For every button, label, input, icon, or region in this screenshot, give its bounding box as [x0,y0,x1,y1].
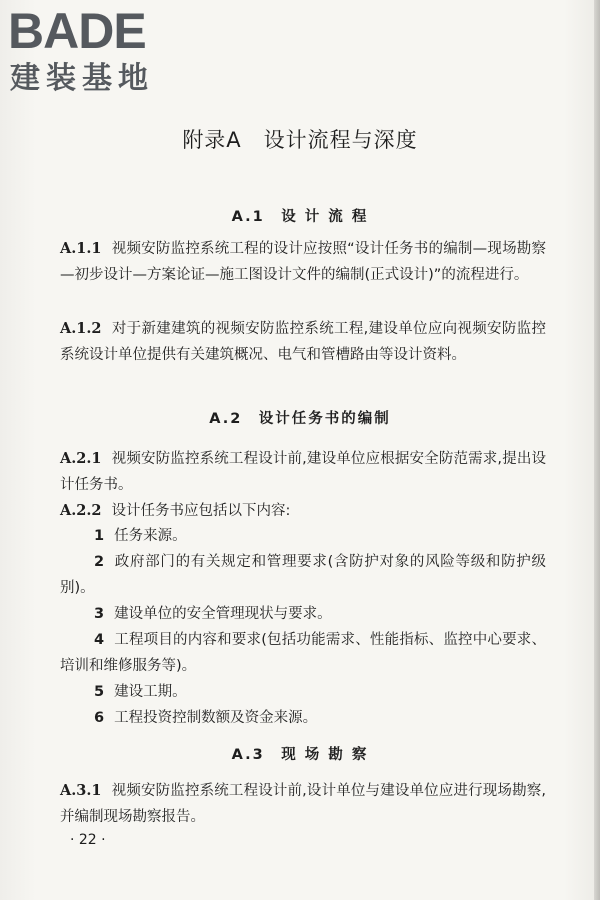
clause-a-2-1 [60,446,546,498]
section-heading-a3: A.3 现 场 勘 察 [231,747,369,763]
list-item [60,549,546,601]
item-text: 政府部门的有关规定和管理要求(含防护对象的风险等级和防护级别)。 [60,554,546,596]
clause-number: A.3.1 [60,782,102,799]
item-text: 工程投资控制数额及资金来源。 [114,710,318,726]
item-number: 2 [94,554,105,570]
item-number: 6 [94,710,105,726]
item-text: 建设工期。 [114,684,187,700]
logo-subtitle: 建装基地 [10,61,154,96]
clause-text: 设计任务书应包括以下内容: [111,503,291,519]
clause-text: 视频安防监控系统工程设计前,设计单位与建设单位应进行现场勘察,并编制现场勘察报告。 [60,783,546,825]
list-item [60,679,546,705]
list-item [60,705,546,731]
clause-a-1-2 [60,316,546,368]
item-number: 1 [94,528,105,544]
clause-number: A.2.2 [60,502,102,519]
clause-number: A.2.1 [60,450,102,467]
item-text: 任务来源。 [114,528,187,544]
item-text: 工程项目的内容和要求(包括功能需求、性能指标、监控中心要求、培训和维修服务等)。 [60,632,546,674]
clause-number: A.1.1 [60,240,102,257]
clause-number: A.1.2 [60,320,102,337]
list-item [60,523,546,549]
item-number: 5 [94,684,105,700]
list-item [60,601,546,627]
logo-wordmark: BADE [8,3,146,59]
list-item [60,627,546,679]
item-number: 3 [94,606,105,622]
clause-text: 对于新建建筑的视频安防监控系统工程,建设单位应向视频安防监控系统设计单位提供有关建筑概况、电气和管槽路由等设计资料。 [60,321,546,363]
clause-text: 视频安防监控系统工程的设计应按照“设计任务书的编制—现场勘察—初步设计—方案论证—施工图设计文件的编制(正式设计)”的流程进行。 [60,241,546,283]
page-number: · 22 · [70,832,106,848]
watermark-logo [8,3,183,98]
item-text: 建设单位的安全管理现状与要求。 [114,606,332,622]
appendix-title: 附录A 设计流程与深度 [182,128,418,152]
clause-a-2-2 [60,498,546,524]
clause-a-3-1 [60,778,546,830]
clause-a-1-1 [60,236,546,288]
clause-text: 视频安防监控系统工程设计前,建设单位应根据安全防范需求,提出设计任务书。 [60,451,546,493]
item-number: 4 [94,632,105,648]
section-heading-a2: A.2 设计任务书的编制 [209,411,391,427]
section-heading-a1: A.1 设 计 流 程 [231,209,369,225]
